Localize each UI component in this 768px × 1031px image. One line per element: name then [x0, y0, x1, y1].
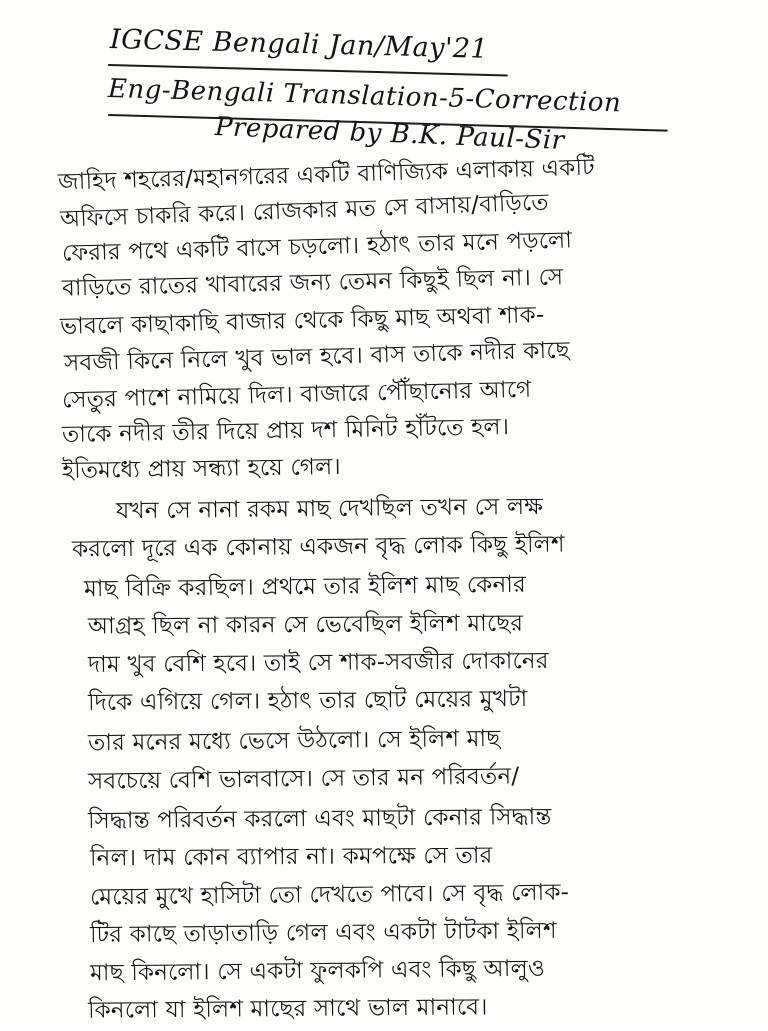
text-line: কিনলো যা ইলিশ মাছের সাথে ভাল মানাবে।: [87, 994, 488, 1024]
text-line: জাহিদ শহরের/মহানগরের একটি বাণিজ্যিক এলাকায় একটি: [57, 154, 596, 196]
text-line: দিকে এগিয়ে গেল। হঠাৎ তার ছোট মেয়ের মুখটা: [87, 686, 528, 716]
text-line: করলো দূরে এক কোনায় একজন বৃদ্ধ লোক কিছু ইলিশ: [71, 531, 565, 563]
text-line: মাছ কিনলো। সে একটা ফুলকপি এবং কিছু আলুও: [89, 955, 546, 987]
title-underline: [108, 64, 508, 76]
text-line: সবচেয়ে বেশি ভালবাসে। সে তার মন পরিবর্তন/: [87, 763, 520, 795]
text-line: নিল। দাম কোন ব্যাপার না। কমপক্ষে সে তার: [89, 842, 493, 872]
text-line: আগ্রহ ছিল না কারন সে ভেবেছিল ইলিশ মাছের: [87, 610, 524, 640]
text-line: অফিসে চাকরি করে। রোজকার মত সে বাসায়/বাড়িতে: [59, 189, 550, 233]
text-line: দাম খুব বেশি হবে। তাই সে শাক-সবজীর দোকানের: [87, 647, 549, 679]
text-line: টির কাছে তাড়াতাড়ি গেল এবং একটা টাটকা ইলিশ: [89, 917, 557, 949]
text-line: তাকে নদীর তীর দিয়ে প্রায় দশ মিনিট হাঁটতে হল।: [61, 414, 510, 448]
document-author: Prepared by B.K. Paul-Sir: [214, 112, 566, 157]
text-line: মেয়ের মুখে হাসিটা তো দেখতে পাবে। সে বৃদ্ধ লোক-: [89, 879, 570, 911]
text-line: ইতিমধ্যে প্রায় সন্ধ্যা হয়ে গেল।: [61, 454, 341, 484]
text-line: বাড়িতে রাতের খাবারের জন্য তেমন কিছুই ছিল না। সে: [61, 264, 564, 302]
text-line: ফেরার পথে একটি বাসে চড়লো। হঠাৎ তার মনে পড়লো: [61, 227, 573, 267]
text-line: সেতুর পাশে নামিয়ে দিল। বাজারে পৌঁছানোর আগে: [61, 376, 532, 414]
text-line: ভাবলে কাছাকাছি বাজার থেকে কিছু মাছ অথবা শাক-: [59, 302, 545, 340]
text-line: যখন সে নানা রকম মাছ দেখছিল তখন সে লক্ষ: [115, 493, 544, 525]
text-line: মাছ বিক্রি করছিল। প্রথমে তার ইলিশ মাছ কেনার: [83, 571, 527, 603]
document-subtitle: Eng-Bengali Translation-5-Correction: [107, 74, 622, 119]
text-line: তার মনের মধ্যে ভেসে উঠলো। সে ইলিশ মাছ: [87, 725, 501, 757]
text-line: সিদ্ধান্ত পরিবর্তন করলো এবং মাছটা কেনার সিদ্ধান্ত: [87, 803, 552, 835]
text-line: সবজী কিনে নিলে খুব ভাল হবে। বাস তাকে নদীর কাছে: [63, 337, 571, 377]
document-title: IGCSE Bengali Jan/May'21: [109, 24, 489, 65]
